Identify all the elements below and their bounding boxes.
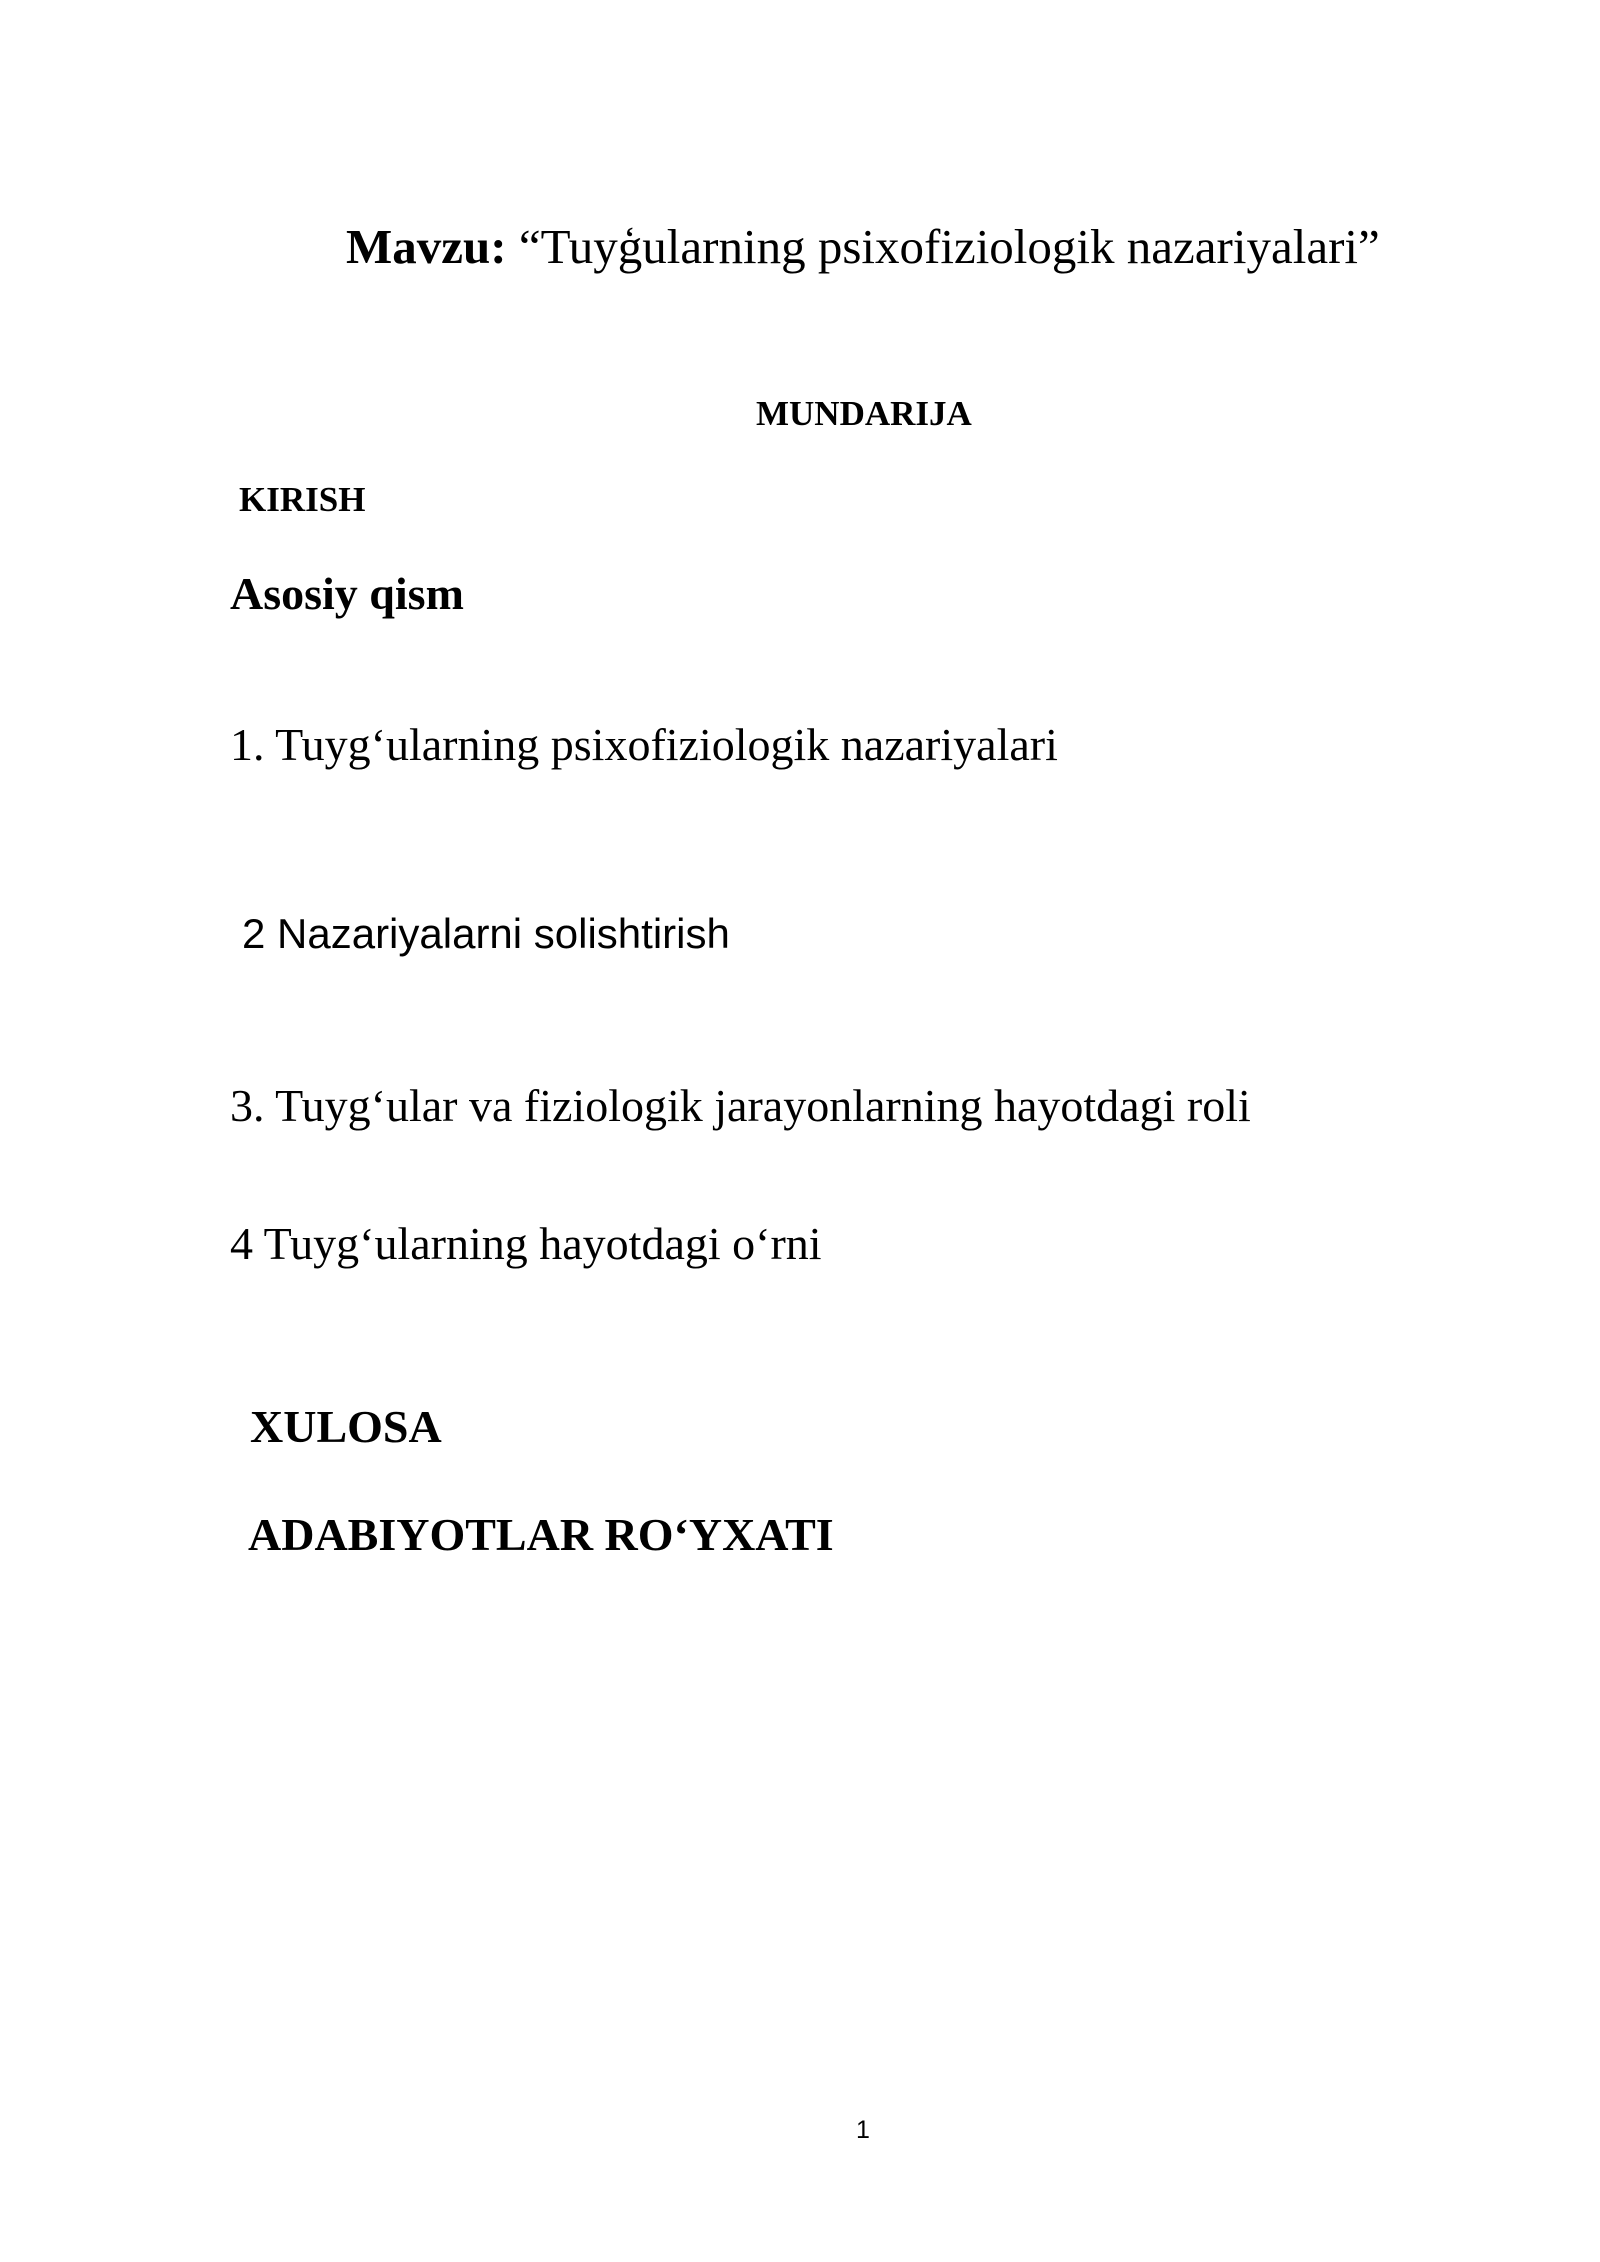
toc-item-4: 4 Tuyg‘ularning hayotdagi o‘rni (230, 1218, 822, 1269)
toc-item-1: 1. Tuyg‘ularning psixofiziologik nazariyalari (230, 719, 1058, 770)
toc-heading: MUNDARIJA (756, 394, 972, 433)
toc-item-2: 2 Nazariyalarni solishtirish (242, 910, 730, 957)
title-label: Mavzu: (346, 219, 507, 274)
document-title (346, 219, 1380, 274)
toc-item-3: 3. Tuyg‘ular va fiziologik jarayonlarning hayotdagi roli (230, 1080, 1251, 1131)
toc-intro: KIRISH (239, 480, 366, 519)
page-number: 1 (856, 2116, 870, 2144)
toc-references: ADABIYOTLAR RO‘YXATI (248, 1509, 834, 1560)
toc-main-part: Asosiy qism (230, 568, 464, 619)
toc-conclusion: XULOSA (250, 1401, 442, 1452)
title-text: “Tuyģularning psixofiziologik nazariyalari” (518, 219, 1380, 274)
